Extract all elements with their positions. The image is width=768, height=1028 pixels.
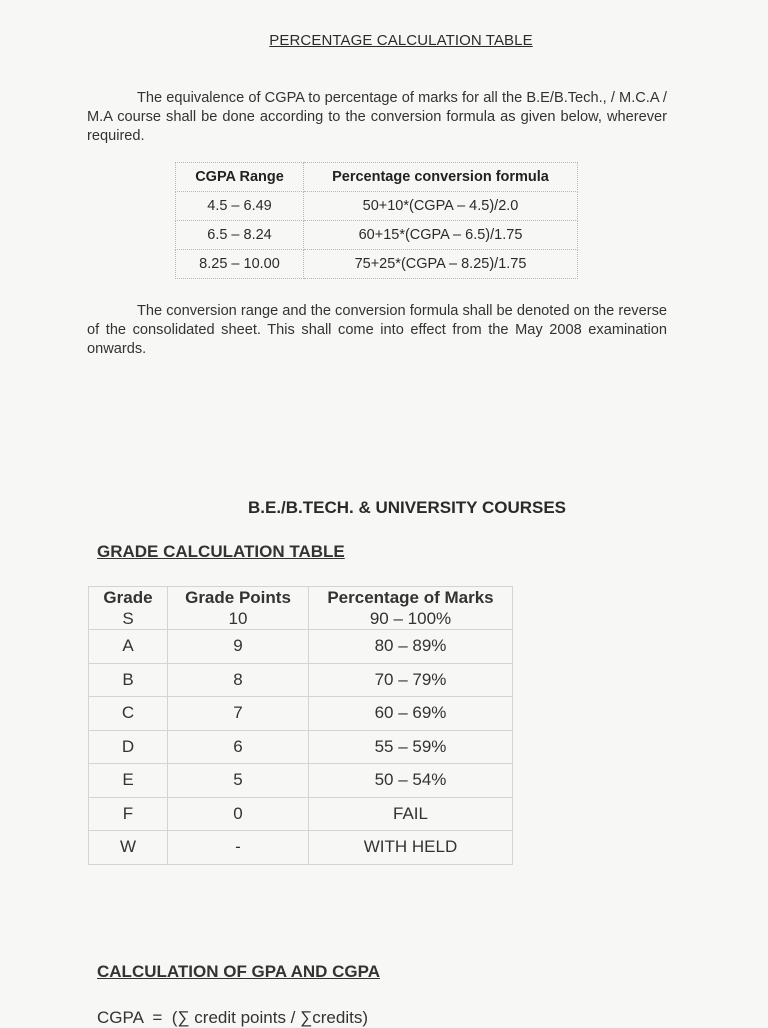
cgpa-formula: CGPA = (∑ credit points / ∑credits) bbox=[97, 1008, 368, 1027]
section-heading: B.E./B.TECH. & UNIVERSITY COURSES bbox=[248, 498, 567, 517]
cgpa-range-cell: 6.5 – 8.24 bbox=[176, 221, 304, 250]
percentage-cell: FAIL bbox=[309, 797, 513, 831]
grade-points-cell: 7 bbox=[168, 697, 309, 731]
grade-header: Grade bbox=[89, 587, 168, 610]
grade-cell: W bbox=[89, 831, 168, 865]
table-row bbox=[176, 192, 578, 221]
grade-points-cell: 8 bbox=[168, 663, 309, 697]
grade-table-header-row bbox=[89, 587, 513, 610]
grade-cell: C bbox=[89, 697, 168, 731]
grade-points-cell: 6 bbox=[168, 730, 309, 764]
conversion-header-cgpa-range: CGPA Range bbox=[176, 163, 304, 192]
grade-points-cell: 0 bbox=[168, 797, 309, 831]
grade-cell: F bbox=[89, 797, 168, 831]
percentage-header: Percentage of Marks bbox=[309, 587, 513, 610]
grade-points-header: Grade Points bbox=[168, 587, 309, 610]
note-paragraph-text: The conversion range and the conversion formula shall be denoted on the reverse of the consolidated sheet. This shall come into effect from the May 2008 examination onwards. bbox=[87, 303, 667, 357]
grade-table bbox=[88, 586, 513, 865]
grade-table-title: GRADE CALCULATION TABLE bbox=[97, 542, 345, 561]
grade-cell: S bbox=[89, 609, 168, 630]
grade-points-cell: - bbox=[168, 831, 309, 865]
table-row bbox=[89, 831, 513, 865]
grade-points-cell: 5 bbox=[168, 764, 309, 798]
percentage-cell: 80 – 89% bbox=[309, 630, 513, 664]
table-row bbox=[89, 730, 513, 764]
table-row bbox=[89, 609, 513, 630]
percentage-cell: 50 – 54% bbox=[309, 764, 513, 798]
table-row bbox=[176, 221, 578, 250]
cgpa-range-cell: 4.5 – 6.49 bbox=[176, 192, 304, 221]
cgpa-range-cell: 8.25 – 10.00 bbox=[176, 250, 304, 279]
table-row bbox=[89, 630, 513, 664]
table-row bbox=[89, 797, 513, 831]
table-row bbox=[89, 697, 513, 731]
percentage-cell: WITH HELD bbox=[309, 831, 513, 865]
gpa-heading: CALCULATION OF GPA AND CGPA bbox=[97, 962, 380, 981]
conversion-table bbox=[175, 162, 578, 279]
note-paragraph bbox=[87, 302, 667, 359]
percentage-cell: 55 – 59% bbox=[309, 730, 513, 764]
grade-points-cell: 9 bbox=[168, 630, 309, 664]
page-title: PERCENTAGE CALCULATION TABLE bbox=[269, 32, 533, 49]
formula-cell: 60+15*(CGPA – 6.5)/1.75 bbox=[304, 221, 578, 250]
grade-cell: E bbox=[89, 764, 168, 798]
formula-cell: 50+10*(CGPA – 4.5)/2.0 bbox=[304, 192, 578, 221]
percentage-cell: 70 – 79% bbox=[309, 663, 513, 697]
table-row bbox=[176, 250, 578, 279]
intro-paragraph-text: The equivalence of CGPA to percentage of marks for all the B.E/B.Tech., / M.C.A / M.A course shall be done according to the conversion formula as given below, wherever required. bbox=[87, 90, 667, 144]
grade-points-cell: 10 bbox=[168, 609, 309, 630]
conversion-header-formula: Percentage conversion formula bbox=[304, 163, 578, 192]
grade-cell: D bbox=[89, 730, 168, 764]
percentage-cell: 60 – 69% bbox=[309, 697, 513, 731]
table-row bbox=[89, 764, 513, 798]
table-row bbox=[89, 663, 513, 697]
formula-cell: 75+25*(CGPA – 8.25)/1.75 bbox=[304, 250, 578, 279]
grade-cell: A bbox=[89, 630, 168, 664]
conversion-table-header-row bbox=[176, 163, 578, 192]
percentage-cell: 90 – 100% bbox=[309, 609, 513, 630]
grade-cell: B bbox=[89, 663, 168, 697]
intro-paragraph bbox=[87, 89, 667, 146]
